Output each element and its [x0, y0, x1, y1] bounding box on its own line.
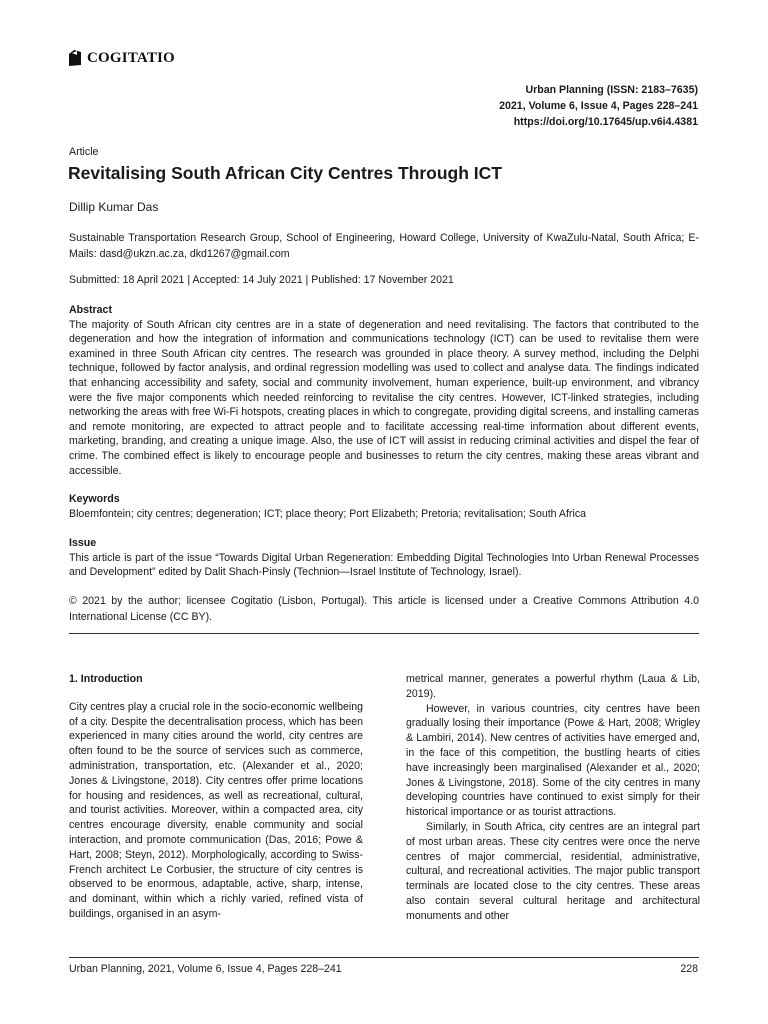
body-paragraph: Similarly, in South Africa, city centres are an integral part of most urban areas. These city centres were once the nerve centres of major commercial, residential, administrative, cultural, and recreational activities. The major public transport terminals are located close to the city centres. These areas also contain several cultural heritage and architectural monuments and other: [406, 820, 700, 922]
body-paragraph: metrical manner, generates a powerful rhythm (Laua & Lib, 2019).: [406, 673, 700, 700]
publication-dates: Submitted: 18 April 2021 | Accepted: 14 July 2021 | Published: 17 November 2021: [69, 274, 454, 286]
keywords-heading: Keywords: [69, 493, 120, 505]
keywords-section: [69, 492, 699, 521]
issue-text: This article is part of the issue “Towards Digital Urban Regeneration: Embedding Digital Technologies Into Urban Renewal Processes and Development” edited by Dalit Shach-Pinsly (Technion—Israel Institute of Technology, Israel).: [69, 551, 699, 579]
issue-heading: Issue: [69, 537, 97, 549]
article-type-label: Article: [69, 146, 99, 158]
header-divider: [69, 633, 699, 634]
keywords-text: Bloemfontein; city centres; degeneration; ICT; place theory; Port Elizabeth; Pretoria; revitalisation; South Africa: [69, 507, 587, 520]
abstract-heading: Abstract: [69, 304, 112, 316]
body-column-left: [69, 672, 363, 922]
journal-info: [499, 82, 698, 130]
body-column-right: [406, 672, 700, 924]
journal-issn: Urban Planning (ISSN: 2183–7635): [525, 84, 698, 96]
section-heading-introduction: 1. Introduction: [69, 673, 143, 685]
publisher-logo[interactable]: [68, 49, 175, 67]
abstract-text: The majority of South African city centres are in a state of degeneration and need revitalising. The factors that contributed to the degeneration and how the integration of information and communications technology (ICT) can be used to revitalise them were examined in three South African city centres. The research was grounded in place theory. A survey method, including the Delphi technique, followed by factor analysis, and ordinal regression modelling was used to collect and analyse data. The findings indicated that enhancing accessibility and safety, social and community involvement, human experience, built-up environment, and vibrancy were the five major components which needed reinforcing to revitalise the city centres. However, ICT-linked strategies, including networking the areas with free Wi-Fi hotspots, creating places in which to congregate, providing digital screens, and installing cameras and remote monitoring, are expected to attract people and to facilitate accessing real-time information about different events, marketing, branding, and creating a unique image. Also, the use of ICT will assist in reducing criminal activities and dispel the fear of crime. The combined effect is likely to encourage people and businesses to return the city centres, making these areas vibrant and accessible.: [69, 318, 699, 477]
footer-citation: Urban Planning, 2021, Volume 6, Issue 4, Pages 228–241: [69, 963, 342, 975]
page-number: 228: [680, 963, 698, 975]
doi-link[interactable]: https://doi.org/10.17645/up.v6i4.4381: [513, 116, 698, 128]
article-title: Revitalising South African City Centres Through ICT: [68, 163, 502, 183]
cogitatio-logo-icon: [68, 49, 82, 67]
abstract-section: [69, 303, 699, 478]
body-paragraph: However, in various countries, city centres have been gradually losing their importance (Powe & Hart, 2008; Wrigley & Lambiri, 2014). New centres of activities have emerged and, in the face of this competition, the bustling hearts of cities have increasingly been marginalised (Alexander et al., 2020; Jones & Livingstone, 2018). Some of the city centres in many developing countries have continued to exist simply for their historical importance or as tourist attractions.: [406, 702, 700, 819]
publisher-name: COGITATIO: [87, 49, 175, 66]
author-affiliation: Sustainable Transportation Research Group, School of Engineering, Howard College, University of KwaZulu-Natal, South Africa; E-Mails: dasd@ukzn.ac.za, dkd1267@gmail.com: [69, 232, 699, 260]
issue-section: [69, 536, 699, 580]
author-name: Dillip Kumar Das: [69, 200, 159, 214]
footer-divider: [69, 957, 699, 958]
license-notice: © 2021 by the author; licensee Cogitatio (Lisbon, Portugal). This article is licensed under a Creative Commons Attribution 4.0 International License (CC BY).: [69, 595, 699, 623]
journal-volume: 2021, Volume 6, Issue 4, Pages 228–241: [499, 100, 698, 112]
body-paragraph: City centres play a crucial role in the socio-economic wellbeing of a city. Despite the decentralisation process, which has been experienced in many cities around the world, city centres are often found to be the source of services such as commerce, administration, transportation, etc. (Alexander et al., 2020; Jones & Livingstone, 2018). City centres offer prime locations for housing and residences, as well as recreational, cultural, and tourist activities. Moreover, within a compacted area, city centres encourage diversity, enable community and social interaction, and promote communication (Das, 2016; Powe & Hart, 2008; Steyn, 2012). Morphologically, according to Swiss-French architect Le Corbusier, the structure of city centres is observed to be enormous, adaptable, active, sharp, intense, and dominant, within which a richly varied, refined vista of buildings, organised in an asym-: [69, 700, 363, 920]
